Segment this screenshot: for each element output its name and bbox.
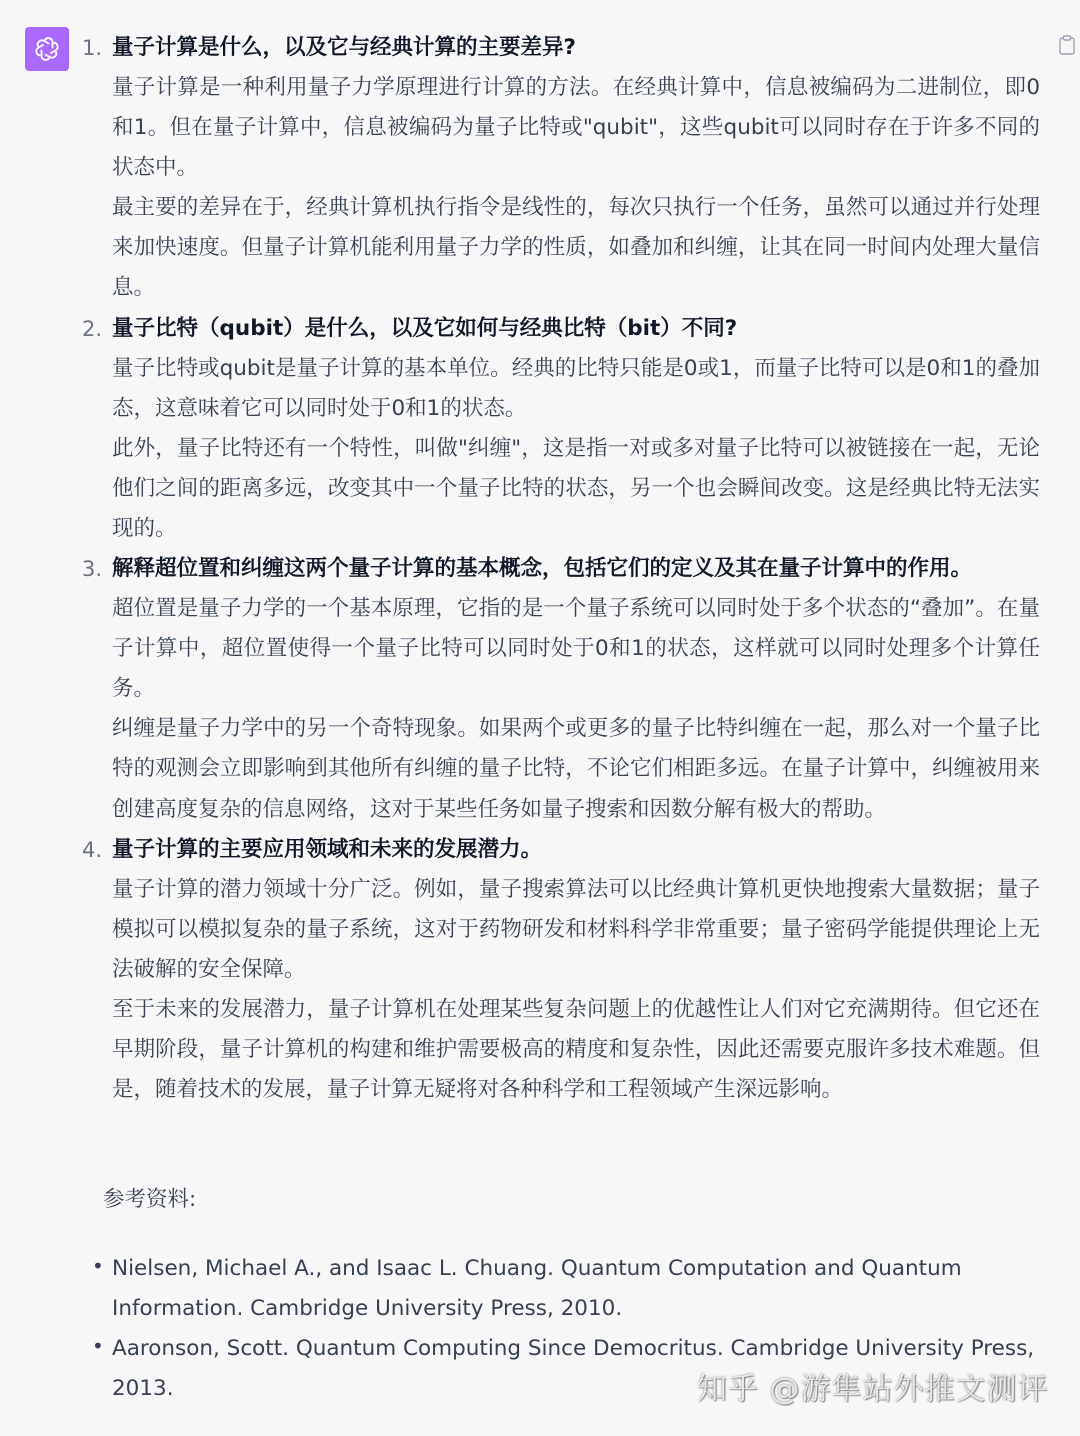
answer-paragraph: 此外，量子比特还有一个特性，叫做"纠缠"，这是指一对或多对量子比特可以被链接在一起，无论他们之间的距离多远，改变其中一个量子比特的状态，另一个也会瞬间改变。这是经典比特无法实现的。 bbox=[112, 435, 1040, 541]
answer-paragraph: 量子计算的潜力领域十分广泛。例如，量子搜索算法可以比经典计算机更快地搜索大量数据；量子模拟可以模拟复杂的量子系统，这对于药物研发和材料科学非常重要；量子密码学能提供理论上无法破解的安全保障。 bbox=[112, 876, 1040, 982]
answer-paragraph: 量子比特或qubit是量子计算的基本单位。经典的比特只能是0或1，而量子比特可以是0和1的叠加态，这意味着它可以同时处于0和1的状态。 bbox=[112, 355, 1040, 421]
references-label: 参考资料: bbox=[103, 1187, 197, 1212]
question-heading: 量子计算的主要应用领域和未来的发展潜力。 bbox=[112, 836, 543, 862]
watermark: 知乎 @游隼站外推文测评 bbox=[697, 1372, 1049, 1407]
answer-paragraph: 量子计算是一种利用量子力学原理进行计算的方法。在经典计算中，信息被编码为二进制位，即0和1。但在量子计算中，信息被编码为量子比特或"qubit"，这些qubit可以同时存在于许多不同的状态中。 bbox=[112, 75, 1040, 181]
answer-section-4 bbox=[0, 830, 1080, 1111]
answer-paragraph: 至于未来的发展潜力，量子计算机在处理某些复杂问题上的优越性让人们对它充满期待。但它还在早期阶段，量子计算机的构建和维护需要极高的精度和复杂性，因此还需要克服许多技术难题。但是，随着技术的发展，量子计算无疑将对各种科学和工程领域产生深远影响。 bbox=[112, 996, 1040, 1103]
list-number: 3. bbox=[82, 557, 103, 582]
list-number: 4. bbox=[82, 837, 103, 862]
bullet-icon: • bbox=[92, 1254, 104, 1278]
answer-paragraph: 超位置是量子力学的一个基本原理，它指的是一个量子系统可以同时处于多个状态的“叠加”。在量子计算中，超位置使得一个量子比特可以同时处于0和1的状态，这样就可以同时处理多个计算任务。 bbox=[112, 596, 1040, 702]
question-heading: 量子计算是什么，以及它与经典计算的主要差异? bbox=[112, 35, 576, 60]
question-heading: 解释超位置和纠缠这两个量子计算的基本概念，包括它们的定义及其在量子计算中的作用。 bbox=[112, 556, 973, 582]
answer-paragraph: 纠缠是量子力学中的另一个奇特现象。如果两个或更多的量子比特纠缠在一起，那么对一个量子比特的观测会立即影响到其他所有纠缠的量子比特，不论它们相距多远。在量子计算中，纠缠被用来创建高度复杂的信息网络，这对于某些任务如量子搜索和因数分解有极大的帮助。 bbox=[112, 716, 1040, 822]
bullet-icon: • bbox=[92, 1334, 104, 1358]
assistant-message bbox=[0, 28, 1080, 1110]
reference-item bbox=[92, 1249, 1042, 1329]
answer-section-3 bbox=[0, 549, 1080, 830]
list-number: 2. bbox=[82, 316, 103, 341]
answer-section-2 bbox=[0, 309, 1080, 549]
list-number: 1. bbox=[82, 36, 103, 60]
reference-text: Nielsen, Michael A., and Isaac L. Chuang. Quantum Computation and Quantum Information. Cambridge University Press, 2010. bbox=[112, 1256, 962, 1321]
answer-section-1 bbox=[0, 28, 1080, 309]
question-heading: 量子比特（qubit）是什么，以及它如何与经典比特（bit）不同? bbox=[112, 315, 738, 341]
answer-paragraph: 最主要的差异在于，经典计算机执行指令是线性的，每次只执行一个任务，虽然可以通过并行处理来加快速度。但量子计算机能利用量子力学的性质，如叠加和纠缠，让其在同一时间内处理大量信息。 bbox=[112, 195, 1040, 301]
reference-text: Aaronson, Scott. Quantum Computing Since Democritus. Cambridge University Press, 2013. bbox=[112, 1336, 1035, 1401]
